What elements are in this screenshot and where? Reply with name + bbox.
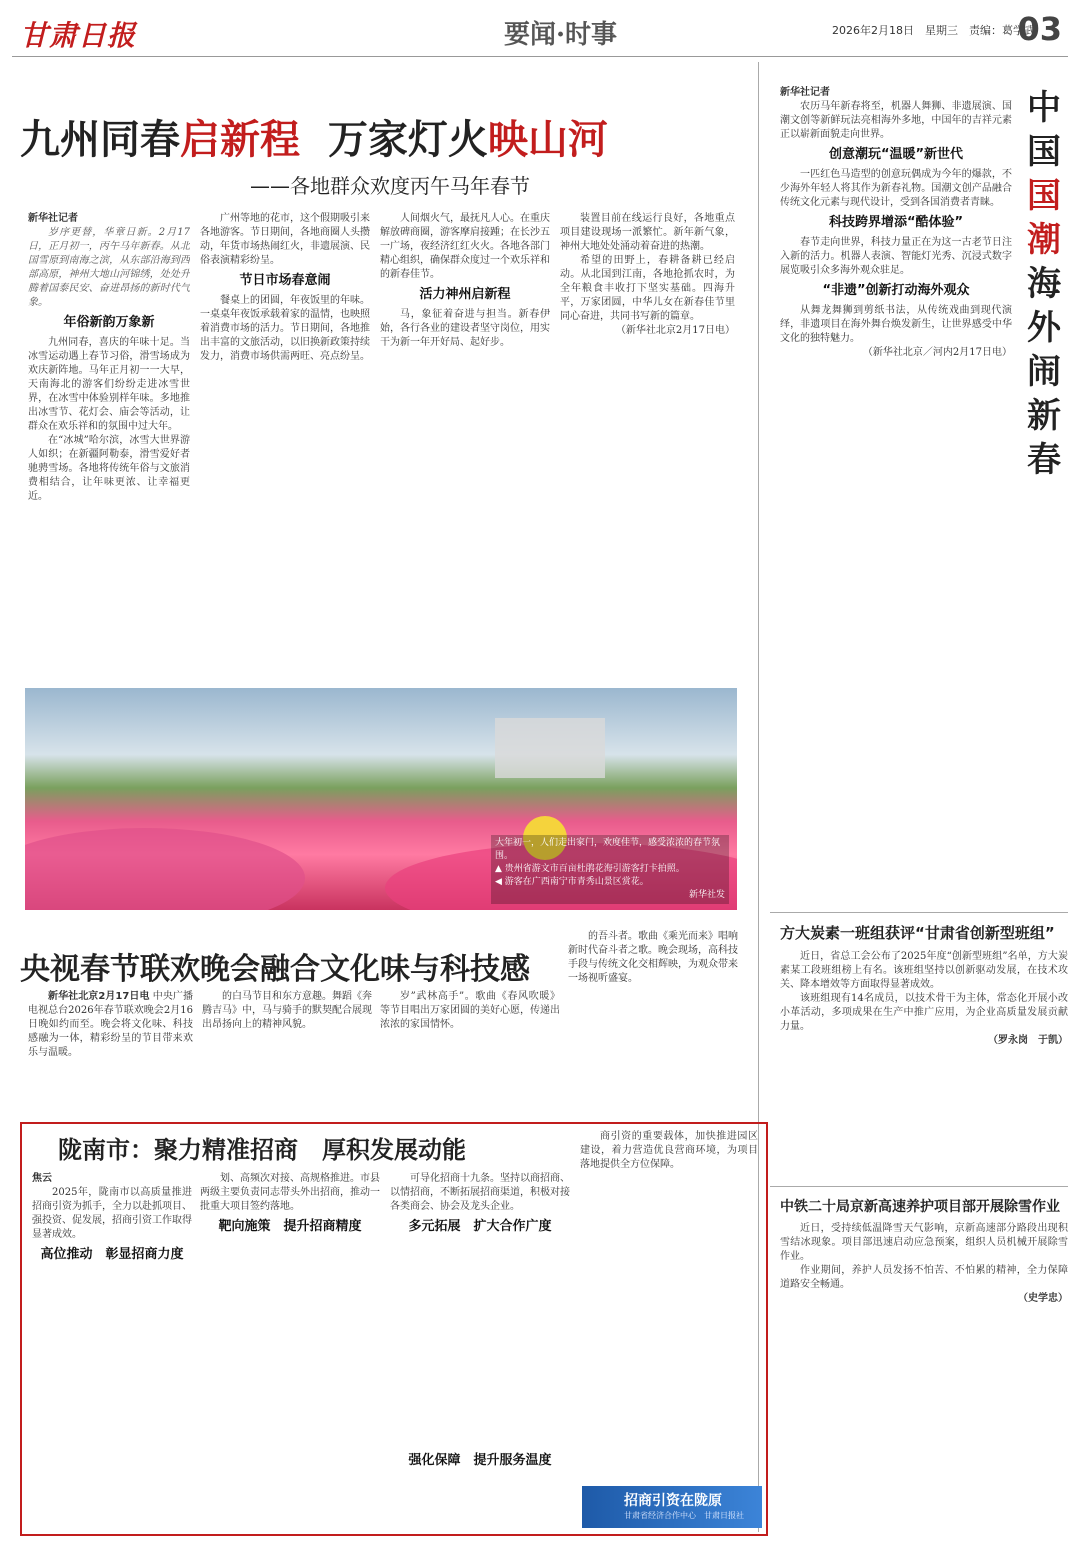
paragraph: 马，象征着奋进与担当。新春伊始，各行各业的建设者坚守岗位，用实干为新一年开好局、起好步。 xyxy=(380,309,550,348)
longnan-headline: 陇南市：聚力精准招商 厚积发展动能 xyxy=(58,1136,466,1164)
paragraph: 该班组现有14名成员，以技术骨干为主体，常态化开展小改小革活动，多项成果在生产中推广应用，为企业高质量发展贡献力量。 xyxy=(780,993,1068,1032)
headline-accent: 映山河 xyxy=(487,117,608,163)
paragraph: 春节走向世界，科技力量正在为这一古老节日注入新的活力。机器人表演、智能灯光秀、沉浸式数字展览吸引众多海外观众驻足。 xyxy=(780,237,1012,276)
lead-column-1 xyxy=(28,212,190,682)
paragraph: 在“冰城”哈尔滨，冰雪大世界游人如织；在新疆阿勒泰，滑雪爱好者驰骋雪场。各地将传统年俗与文旅消费相结合，让年味更浓、让幸福更近。 xyxy=(28,435,190,502)
lead-subtitle: ——各地群众欢度丙午马年春节 xyxy=(250,174,530,198)
paragraph: 作业期间，养护人员发扬不怕苦、不怕累的精神，全力保障道路安全畅通。 xyxy=(780,1265,1068,1290)
headline-accent: 启新程 xyxy=(180,117,300,163)
dateline: （新华社北京2月17日电） xyxy=(615,325,735,336)
paragraph: 九州同春，喜庆的年味十足。当冰雪运动遇上春节习俗，滑雪场成为欢庆新阵地。马年正月初一一大早，天南海北的游客们纷纷走进冰雪世界，在冰雪中体验别样年味。多地推出冰雪节、花灯会、庙会等活动，让群众在欢乐祥和的氛围中过大年。 xyxy=(28,337,190,432)
headline-char: 中 xyxy=(1027,88,1061,128)
author: （史学忠） xyxy=(1018,1293,1068,1304)
banner-subtitle: 甘肃省经济合作中心 甘肃日报社 xyxy=(624,1511,744,1520)
subhead: 高位推动 彰显招商力度 xyxy=(40,1247,184,1262)
zhongtie-body xyxy=(780,1222,1068,1532)
subhead: 强化保障 提升服务温度 xyxy=(408,1453,552,1468)
byline: 新华社记者 xyxy=(780,87,830,98)
gala-column-1 xyxy=(28,990,193,1112)
headline-char: 国 xyxy=(1027,176,1061,216)
paragraph: 餐桌上的团圆，年夜饭里的年味。一桌桌年夜饭承载着家的温情，也映照着消费市场的活力。节日期间，各地推出丰富的文旅活动，以旧换新政策持续发力，消费市场供需两旺、亮点纷呈。 xyxy=(200,295,370,362)
subhead: 活力神州启新程 xyxy=(419,287,511,302)
lead-column-3 xyxy=(380,212,550,682)
headline-part: 九州同春 xyxy=(20,117,180,163)
byline: 新华社记者 xyxy=(28,213,78,224)
section-divider xyxy=(770,1186,1068,1187)
longnan-column-4 xyxy=(580,1130,758,1480)
gala-column-2 xyxy=(202,990,372,1112)
headline-char: 春 xyxy=(1027,440,1061,480)
gala-column-3 xyxy=(380,990,560,1112)
section-title: 要闻·时事 xyxy=(504,20,618,50)
subhead: 节日市场春意闹 xyxy=(239,273,331,288)
longnan-column-1 xyxy=(32,1172,192,1527)
issue-date: 2026年2月18日 星期三 责编：葛学武 xyxy=(832,24,1035,37)
page-number: 03 xyxy=(1017,10,1062,48)
paragraph: 装置目前在线运行良好，各地重点项目建设现场一派繁忙。新年新气象，神州大地处处涌动着奋进的热潮。 xyxy=(560,213,735,252)
paragraph: 可导化招商十九条。坚持以商招商、以情招商，不断拓展招商渠道，积极对接各类商会、协会及龙头企业。 xyxy=(390,1173,570,1212)
paragraph: 人间烟火气，最抚凡人心。在重庆解放碑商圈，游客摩肩接踵；在长沙五一广场，夜经济红红火火。各地各部门精心组织，确保群众度过一个欢乐祥和的新春佳节。 xyxy=(380,213,550,280)
longnan-column-3 xyxy=(390,1172,570,1527)
banner-title: 招商引资在陇原 xyxy=(624,1493,722,1509)
author: 焦云 xyxy=(32,1173,52,1184)
caption-line: ◀ 游客在广西南宁市青秀山景区赏花。 xyxy=(495,877,649,887)
fangda-body xyxy=(780,950,1068,1180)
flower-photo xyxy=(25,688,737,910)
longnan-column-2 xyxy=(200,1172,380,1527)
overseas-column xyxy=(780,86,1012,896)
subhead: “非遗”创新打动海外观众 xyxy=(822,283,970,298)
photo-credit: 新华社发 xyxy=(688,890,725,900)
subhead: 创意潮玩“温暖”新世代 xyxy=(828,147,964,162)
paragraph: 岁”武林高手”。歌曲《春风吹暖》等节目唱出万家团圆的美好心愿，传递出浓浓的家国情怀。 xyxy=(380,991,560,1030)
headline-char: 闹 xyxy=(1027,352,1061,392)
newspaper-logo: 甘肃日报 xyxy=(20,19,137,52)
paragraph: 2025年，陇南市以高质量推进招商引资为抓手，全力以赴抓项目、强投资、促发展，招商引资工作取得显著成效。 xyxy=(32,1187,192,1240)
paragraph: 的吾斗者。歌曲《乘光而来》唱响新时代奋斗者之歌。晚会现场，高科技手段与传统文化交相辉映，为观众带来一场视听盛宴。 xyxy=(568,931,738,984)
dateline: 新华社北京2月17日电 xyxy=(48,991,150,1002)
author: （罗永岗 于凯） xyxy=(988,1035,1068,1046)
subhead: 科技跨界增添“酷体验” xyxy=(828,215,964,230)
lead-headline xyxy=(20,108,608,165)
gala-column-4 xyxy=(568,930,738,1112)
photo-caption xyxy=(491,835,729,904)
caption-line: 大年初一，人们走出家门，欢度佳节，感受浓浓的春节氛围。 xyxy=(495,838,721,861)
headline-char: 海 xyxy=(1027,264,1061,304)
paragraph: 一匹红色马造型的创意玩偶成为今年的爆款，不少海外年轻人将其作为新春礼物。国潮文创产品融合传统文化元素与现代设计，受到各国消费者青睐。 xyxy=(780,169,1012,208)
paragraph: 中央广播电视总台2026年春节联欢晚会2月16日晚如约而至。晚会将文化味、科技感融为一体，精彩纷呈的节目带来欢乐与温暖。 xyxy=(28,991,193,1058)
zhongtie-headline: 中铁二十局京新高速养护项目部开展除雪作业 xyxy=(780,1199,1060,1215)
paragraph: 从舞龙舞狮到剪纸书法，从传统戏曲到现代演绎，非遗项目在海外舞台焕发新生，让世界感受中华文化的独特魅力。 xyxy=(780,305,1012,344)
headline-char: 国 xyxy=(1027,132,1061,172)
headline-char: 潮 xyxy=(1027,220,1061,260)
subhead: 多元拓展 扩大合作广度 xyxy=(408,1219,552,1234)
headline-part: 万家灯火 xyxy=(327,117,488,163)
paragraph: 近日，受持续低温降雪天气影响，京新高速部分路段出现积雪结冰现象。项目部迅速启动应急预案，组织人员机械开展除雪作业。 xyxy=(780,1223,1068,1262)
paragraph: 农历马年新春将至，机器人舞狮、非遗展演、国潮文创等新鲜玩法亮相海外多地，中国年的吉祥元素正以崭新面貌走向世界。 xyxy=(780,101,1012,140)
dateline: （新华社北京／河内2月17日电） xyxy=(862,347,1012,358)
paragraph: 广州等地的花市，这个假期吸引来各地游客。节日期间，各地商圈人头攒动，年货市场热闹红火，非遗展演、民俗表演精彩纷呈。 xyxy=(200,213,370,266)
overseas-headline xyxy=(1022,86,1066,482)
lead-intro: 岁序更替，华章日新。2月17日，正月初一，丙午马年新春。从北国雪原到南海之滨，从东部沿海到西部高原，神州大地山河锦绣，处处升腾着国泰民安、奋进昂扬的新时代气象。 xyxy=(28,227,190,308)
caption-line: ▲ 贵州省游文市百亩杜鹃花海引游客打卡拍照。 xyxy=(495,864,685,874)
headline-char: 新 xyxy=(1027,396,1061,436)
lead-column-2 xyxy=(200,212,370,682)
paragraph: 近日，省总工会公布了2025年度“创新型班组”名单，方大炭素某工段班组榜上有名。该班组坚持以创新驱动发展，在技术攻关、降本增效等方面取得显著成效。 xyxy=(780,951,1068,990)
gala-headline: 央视春节联欢晚会融合文化味与科技感 xyxy=(20,952,530,987)
paragraph: 划、高频次对接、高规格推进。市县两级主要负责同志带头外出招商，推动一批重大项目签约落地。 xyxy=(200,1173,380,1212)
subhead: 年俗新韵万象新 xyxy=(63,315,155,330)
paragraph: 希望的田野上，春耕备耕已经启动。从北国到江南，各地抢抓农时，为全年粮食丰收打下坚实基础。四海升平，万家团圆，中华儿女在新春佳节里同心奋进，共同书写新的篇章。 xyxy=(560,255,735,322)
paragraph: 的白马节目和东方意趣。舞蹈《奔腾吉马》中，马与骑手的默契配合展现出昂扬向上的精神风貌。 xyxy=(202,991,372,1030)
paragraph: 商引资的重要载体，加快推进园区建设，着力营造优良营商环境，为项目落地提供全方位保障。 xyxy=(580,1131,758,1170)
section-divider xyxy=(770,912,1068,913)
fangda-headline: 方大炭素一班组获评“甘肃省创新型班组” xyxy=(780,924,1055,942)
lead-column-4 xyxy=(560,212,735,682)
masthead xyxy=(12,10,1068,57)
headline-char: 外 xyxy=(1027,308,1061,348)
subhead: 靶向施策 提升招商精度 xyxy=(218,1219,362,1234)
